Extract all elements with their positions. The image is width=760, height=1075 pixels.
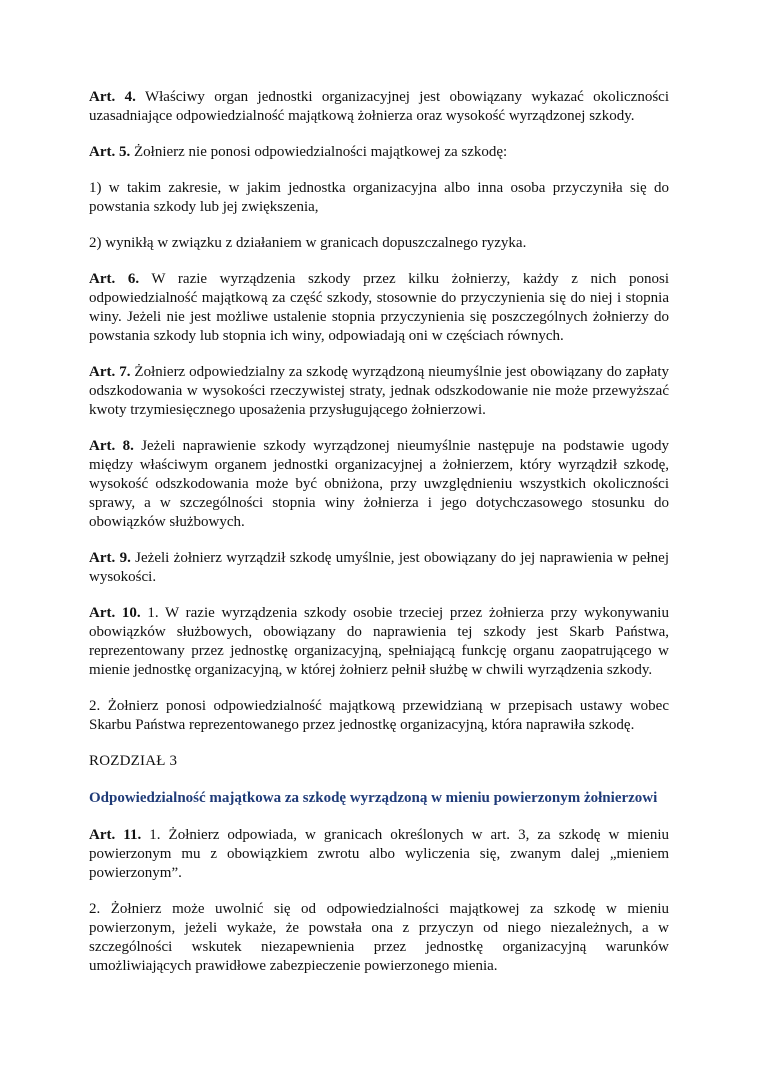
article-5 <box>89 143 669 162</box>
article-4 <box>89 88 669 126</box>
chapter-title: Odpowiedzialność majątkowa za szkodę wyrządzoną w mieniu powierzonym żołnierzowi <box>89 790 658 806</box>
article-5-item-1: 1) w takim zakresie, w jakim jednostka organizacyjna albo inna osoba przyczyniła się do powstania szkody lub jej zwiększenia, <box>89 180 669 215</box>
article-label: Art. 9. <box>89 550 131 566</box>
article-text: 1. W razie wyrządzenia szkody osobie trzeciej przez żołnierza przy wykonywaniu obowiązków służbowych, obowiązany do naprawienia tej szkody jest Skarb Państwa, reprezentowany przez jednostkę organizacyjną, spełniającą funkcję organu zaopatrującego w mienie jednostkę organizacyjną, w której żołnierz pełnił służbę w chwili wyrządzenia szkody. <box>89 605 669 678</box>
article-label: Art. 6. <box>89 271 140 287</box>
article-7 <box>89 363 669 420</box>
article-10 <box>89 604 669 680</box>
article-label: Art. 4. <box>89 89 136 105</box>
article-text: Właściwy organ jednostki organizacyjnej jest obowiązany wykazać okoliczności uzasadniające odpowiedzialność majątkową żołnierza oraz wysokość wyrządzonej szkody. <box>89 89 669 124</box>
article-9 <box>89 549 669 587</box>
article-text: W razie wyrządzenia szkody przez kilku żołnierzy, każdy z nich ponosi odpowiedzialność majątkową za część szkody, stosownie do przyczynienia się do niej i stopnia winy. Jeżeli nie jest możliwe ustalenie stopnia przyczynienia się poszczególnych żołnierzy do powstania szkody lub stopnia ich winy, odpowiadają oni w częściach równych. <box>89 271 669 344</box>
article-label: Art. 8. <box>89 438 134 454</box>
article-10-paragraph-2: 2. Żołnierz ponosi odpowiedzialność majątkową przewidzianą w przepisach ustawy wobec Skarbu Państwa reprezentowanego przez jednostkę organizacyjną, która naprawiła szkodę. <box>89 698 669 733</box>
article-11-paragraph-2: 2. Żołnierz może uwolnić się od odpowiedzialności majątkowej za szkodę w mieniu powierzonym, jeżeli wykaże, że powstała ona z przyczyn od niego niezależnych, a w szczególności wskutek niezapewnienia przez jednostkę organizacyjną warunków umożliwiających prawidłowe zabezpieczenie powierzonego mienia. <box>89 901 669 974</box>
article-8 <box>89 437 669 532</box>
article-text: Żołnierz nie ponosi odpowiedzialności majątkowej za szkodę: <box>130 144 508 160</box>
article-label: Art. 5. <box>89 144 131 160</box>
article-5-item-2: 2) wynikłą w związku z działaniem w granicach dopuszczalnego ryzyka. <box>89 235 527 251</box>
article-6 <box>89 270 669 346</box>
article-label: Art. 7. <box>89 364 131 380</box>
article-text: Jeżeli naprawienie szkody wyrządzonej nieumyślnie następuje na podstawie ugody między właściwym organem jednostki organizacyjnej a żołnierzem, który wyrządził szkodę, wysokość odszkodowania może być obniżona, przy uwzględnieniu wszystkich okoliczności sprawy, a w szczególności stopnia winy żołnierza i jego dotychczasowego stosunku do obowiązków służbowych. <box>89 438 669 530</box>
article-11 <box>89 826 669 883</box>
article-text: Żołnierz odpowiedzialny za szkodę wyrządzoną nieumyślnie jest obowiązany do zapłaty odszkodowania w wysokości rzeczywistej straty, jednak odszkodowanie nie może przewyższać kwoty trzymiesięcznego uposażenia przysługującego żołnierzowi. <box>89 364 669 418</box>
article-text: Jeżeli żołnierz wyrządził szkodę umyślnie, jest obowiązany do jej naprawienia w pełnej wysokości. <box>89 550 669 585</box>
article-label: Art. 11. <box>89 827 142 843</box>
article-text: 1. Żołnierz odpowiada, w granicach określonych w art. 3, za szkodę w mieniu powierzonym mu z obowiązkiem zwrotu albo wyliczenia się, zwanym dalej „mieniem powierzonym”. <box>89 827 669 881</box>
chapter-label: ROZDZIAŁ 3 <box>89 753 178 769</box>
article-label: Art. 10. <box>89 605 141 621</box>
document-page <box>89 88 669 993</box>
